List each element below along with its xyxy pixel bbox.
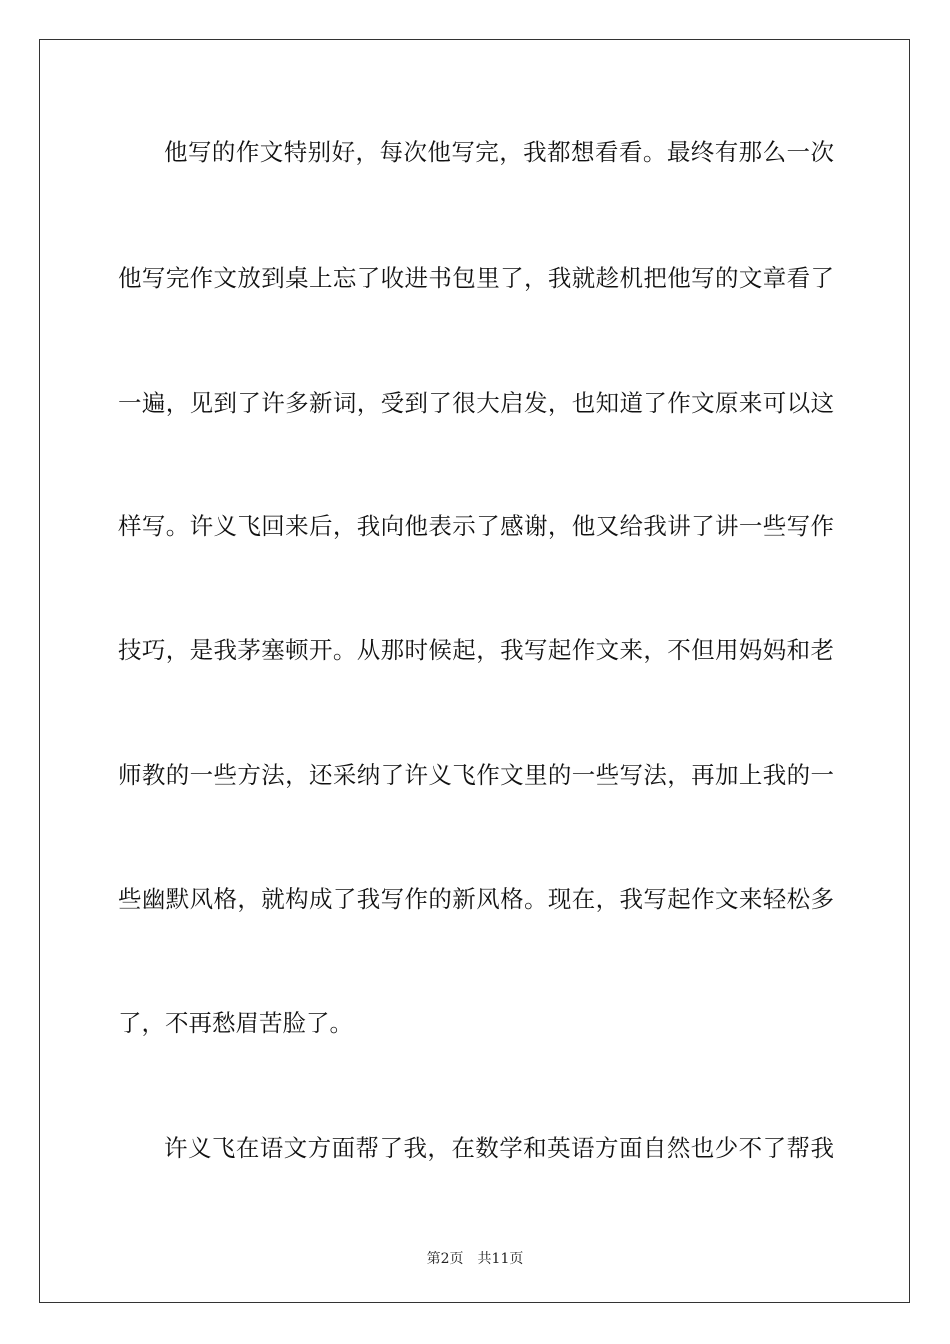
paragraph-line: 他写的作文特别好，每次他写完，我都想看看。最终有那么一次 (164, 138, 834, 166)
paragraph-line: 许义飞在语文方面帮了我，在数学和英语方面自然也少不了帮我 (164, 1134, 834, 1162)
paragraph-line: 些幽默风格，就构成了我写作的新风格。现在，我写起作文来轻松多 (118, 885, 834, 913)
page-number: 第2页 (426, 1251, 464, 1267)
page-border (39, 39, 910, 1303)
paragraph-line: 师教的一些方法，还采纳了许义飞作文里的一些写法，再加上我的一 (118, 761, 834, 789)
paragraph-line: 样写。许义飞回来后，我向他表示了感谢，他又给我讲了讲一些写作 (118, 512, 834, 540)
paragraph-line: 技巧，是我茅塞顿开。从那时候起，我写起作文来，不但用妈妈和老 (118, 636, 834, 664)
page-footer (0, 1248, 950, 1268)
total-pages: 共11页 (477, 1251, 524, 1267)
paragraph-line: 他写完作文放到桌上忘了收进书包里了，我就趁机把他写的文章看了 (118, 264, 834, 292)
paragraph-line: 了，不再愁眉苦脸了。 (118, 1009, 353, 1037)
paragraph-line: 一遍，见到了许多新词，受到了很大启发，也知道了作文原来可以这 (118, 389, 834, 417)
